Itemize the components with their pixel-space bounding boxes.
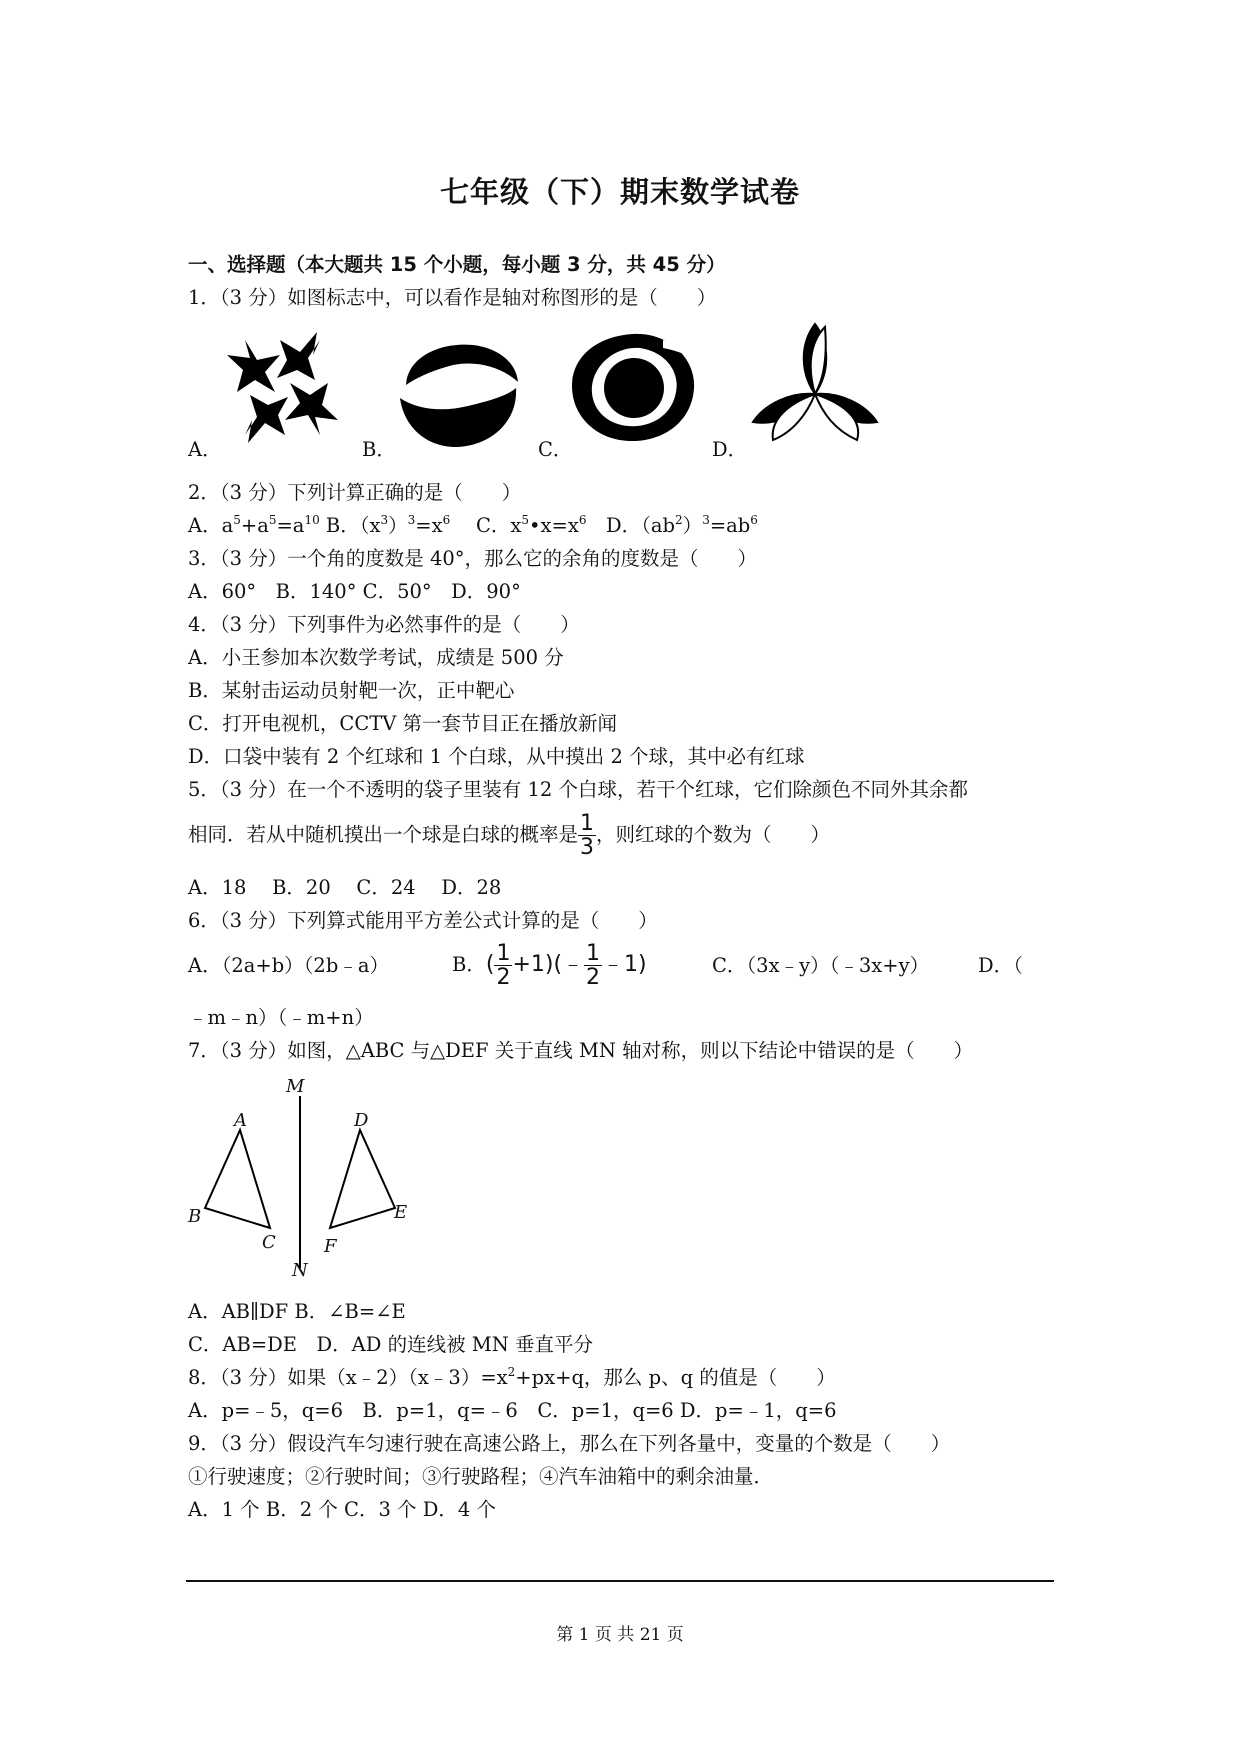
- page-title: 七年级（下）期末数学试卷: [439, 175, 800, 209]
- question-7-options-ab: A．AB∥DF B．∠B=∠E: [188, 1300, 406, 1323]
- question-4-option-d: D．口袋中装有 2 个红球和 1 个白球，从中摸出 2 个球，其中必有红球: [188, 745, 805, 768]
- q2-b-text2: ）: [388, 514, 408, 537]
- q8-exp: 2: [507, 1365, 516, 1379]
- logo-c-figure: [568, 330, 698, 445]
- q6-b-tail: ﹣1): [602, 952, 647, 978]
- q6-b-fraction-2: [584, 942, 602, 989]
- question-6-option-d-head: D．（: [978, 954, 1023, 977]
- q8-text-pre: 8．（3 分）如果（x﹣2）（x﹣3）=x: [188, 1366, 508, 1389]
- label-point-n: N: [292, 1260, 308, 1281]
- question-9-items: ①行驶速度；②行驶时间；③行驶路程；④汽车油箱中的剩余油量．: [188, 1465, 774, 1488]
- q6-b-fraction-1: [494, 942, 512, 989]
- q2-c-exp2: 6: [578, 513, 587, 527]
- q2-d-exp1: 2: [675, 513, 683, 527]
- q2-b-exp3: 6: [442, 513, 451, 527]
- label-point-f: F: [324, 1236, 337, 1257]
- q2-b-text: B．（x: [319, 514, 381, 537]
- section-heading: 一、选择题（本大题共 15 个小题，每小题 3 分，共 45 分）: [188, 253, 726, 276]
- question-7-stem: 7．（3 分）如图，△ABC 与△DEF 关于直线 MN 轴对称，则以下结论中错误的是（ ）: [188, 1039, 974, 1062]
- q2-a-exp1: 5: [233, 513, 241, 527]
- question-1-stem: 1．（3 分）如图标志中，可以看作是轴对称图形的是（ ）: [188, 286, 717, 309]
- q2-a-text3: =a: [276, 514, 305, 537]
- question-5-stem-line2: [188, 812, 830, 859]
- q6-b-f2-num: 1: [586, 941, 601, 966]
- q2-d-text3: =ab: [709, 514, 751, 537]
- question-2-stem: 2．（3 分）下列计算正确的是（ ）: [188, 481, 522, 504]
- q2-c-text: C．x: [450, 514, 522, 537]
- question-8-stem: [188, 1365, 836, 1389]
- question-4-option-a: A．小王参加本次数学考试，成绩是 500 分: [188, 646, 564, 669]
- q2-d-text: D．（ab: [586, 514, 676, 537]
- question-7-options-cd: C．AB=DE D．AD 的连线被 MN 垂直平分: [188, 1333, 594, 1356]
- q5-fraction: [578, 812, 596, 859]
- question-2-options: [188, 513, 758, 537]
- q2-d-exp2: 3: [702, 513, 710, 527]
- question-3-options: A．60° B．140° C．50° D．90°: [188, 580, 521, 603]
- q2-a-exp2: 5: [268, 513, 277, 527]
- q5-frac-den: 3: [580, 835, 595, 861]
- q1-label-c: C．: [538, 438, 573, 461]
- question-6-option-b: [452, 942, 647, 989]
- footer-divider: [186, 1580, 1054, 1582]
- q6-b-label: B．: [452, 953, 486, 977]
- label-point-m: M: [286, 1076, 305, 1097]
- question-4-option-b: B．某射击运动员射靶一次，正中靶心: [188, 679, 515, 702]
- question-9-options: A．1 个 B．2 个 C．3 个 D．4 个: [188, 1498, 496, 1521]
- label-point-b: B: [188, 1206, 202, 1227]
- logo-b-figure: [398, 340, 520, 450]
- q1-label-d: D．: [712, 438, 748, 461]
- q6-b-f1-num: 1: [496, 941, 511, 966]
- q6-b-f1-den: 2: [496, 965, 511, 991]
- q6-b-paren: (: [485, 952, 495, 978]
- question-4-option-c: C．打开电视机，CCTV 第一套节目正在播放新闻: [188, 712, 618, 735]
- question-6-option-c: C．（3x﹣y）（﹣3x+y）: [712, 954, 930, 977]
- logo-d-figure: [745, 322, 885, 454]
- question-8-options: A．p=﹣5，q=6 B．p=1，q=﹣6 C．p=1，q=6 D．p=﹣1，q=6: [188, 1399, 837, 1422]
- question-5-stem-line1: 5．（3 分）在一个不透明的袋子里装有 12 个白球，若干个红球，它们除颜色不同外其余都: [188, 778, 968, 801]
- q2-c-exp1: 5: [521, 513, 530, 527]
- question-6-option-d-tail: ﹣m﹣n）（﹣m+n）: [188, 1006, 374, 1029]
- q6-b-f2-den: 2: [586, 965, 601, 991]
- q8-text-post: +px+q，那么 p、q 的值是（ ）: [515, 1366, 836, 1389]
- question-6-stem: 6．（3 分）下列算式能用平方差公式计算的是（ ）: [188, 909, 658, 932]
- question-5-options: A．18 B．20 C．24 D．28: [188, 876, 502, 899]
- question-9-stem: 9．（3 分）假设汽车匀速行驶在高速公路上，那么在下列各量中，变量的个数是（ ）: [188, 1432, 951, 1455]
- q6-b-mid: +1)(﹣: [512, 952, 585, 978]
- q2-a-text: A．a: [188, 514, 234, 537]
- logo-a-figure: [225, 330, 340, 445]
- q2-d-exp3: 6: [750, 513, 758, 527]
- q5-text-pre: 相同．若从中随机摸出一个球是白球的概率是: [188, 823, 579, 847]
- q7-triangle-figure: [185, 1076, 425, 1280]
- label-point-d: D: [354, 1110, 369, 1131]
- q2-d-text2: ）: [682, 514, 703, 537]
- q1-label-a: A．: [188, 438, 222, 461]
- label-point-e: E: [394, 1202, 408, 1223]
- question-6-option-a: A．（2a+b）（2b﹣a）: [188, 954, 389, 977]
- question-3-stem: 3．（3 分）一个角的度数是 40°，那么它的余角的度数是（ ）: [188, 547, 758, 570]
- label-point-a: A: [234, 1110, 247, 1131]
- q1-label-b: B．: [362, 438, 396, 461]
- question-4-stem: 4．（3 分）下列事件为必然事件的是（ ）: [188, 613, 580, 636]
- page-footer: 第 1 页 共 21 页: [556, 1625, 684, 1645]
- q2-b-exp2: 3: [407, 513, 416, 527]
- q2-a-exp3: 10: [304, 513, 320, 527]
- q5-frac-num: 1: [580, 811, 595, 836]
- q2-a-text2: +a: [240, 514, 269, 537]
- q2-c-text2: •x=x: [529, 514, 579, 537]
- q2-b-exp1: 3: [380, 513, 389, 527]
- q5-text-post: ，则红球的个数为（ ）: [596, 823, 831, 847]
- q2-b-text3: =x: [415, 514, 443, 537]
- label-point-c: C: [262, 1232, 276, 1253]
